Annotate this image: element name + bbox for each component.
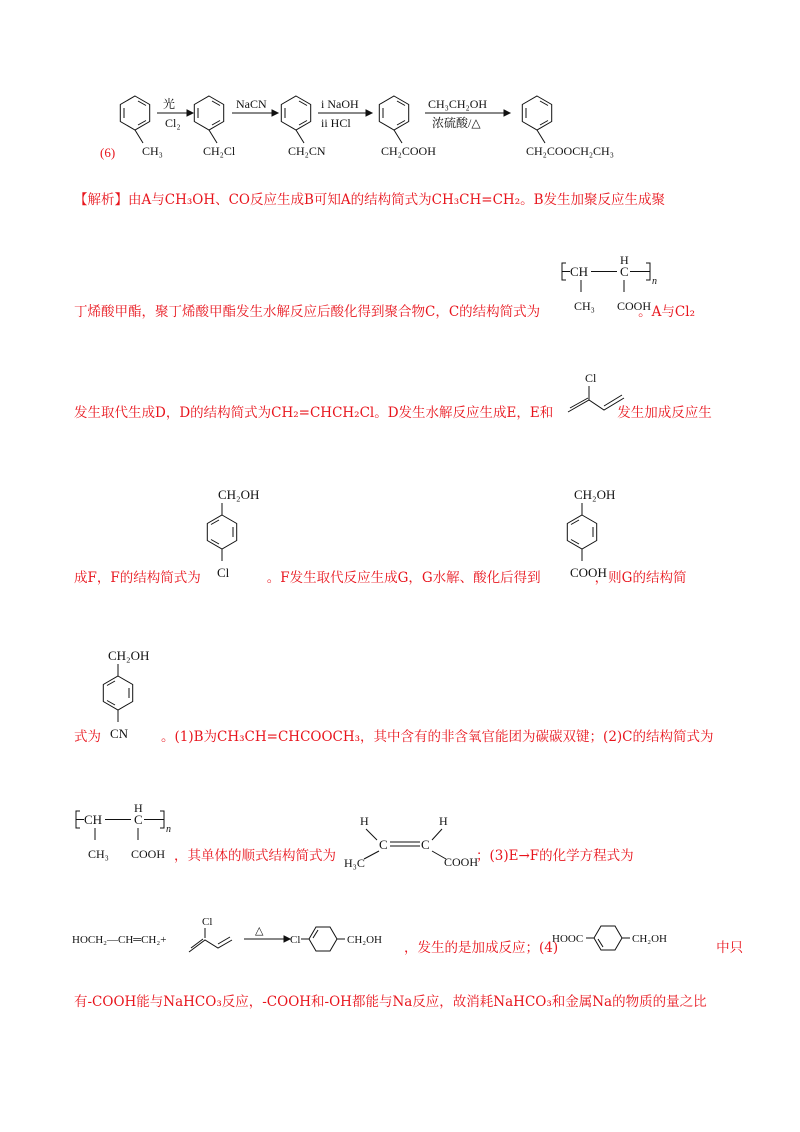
arrow4-below: 浓硫酸/△ [432, 116, 481, 130]
f-structure [204, 484, 284, 584]
svg-text:△: △ [255, 925, 264, 937]
svg-text:H₃C: H₃C [344, 856, 365, 870]
analysis-text-2b: 。A与Cl₂ [638, 304, 695, 320]
svg-text:HOCH₂—CH═CH₂+: HOCH₂—CH═CH₂+ [72, 934, 167, 946]
arrow3-below: ii HCl [321, 116, 351, 130]
svg-text:Cl: Cl [585, 371, 597, 385]
svg-text:COOH: COOH [131, 847, 166, 861]
svg-text:CH₃: CH₃ [88, 847, 109, 861]
analysis-text-5b: 。(1)B为CH₃CH=CHCOOCH₃，其中含有的非含氧官能团为碳碳双键；(2)C的结构简式为 [161, 729, 714, 745]
arrow3-above: i NaOH [321, 97, 359, 111]
analysis-text-1: 由A与CH₃OH、CO反应生成B可知A的结构简式为CH₃CH=CH₂。B发生加聚反应生成聚 [128, 192, 666, 208]
svg-text:HOOC: HOOC [552, 933, 584, 945]
analysis-line-3 [74, 405, 712, 421]
svg-text:C: C [379, 837, 388, 852]
product-4: CH₂COOCH₂CH₃ [526, 144, 614, 158]
analysis-line-6 [74, 848, 634, 864]
svg-text:CH₂OH: CH₂OH [574, 487, 616, 502]
svg-text:CH₂OH: CH₂OH [218, 487, 260, 502]
analysis-line-1 [74, 192, 665, 208]
analysis-text-5a: 式为 [74, 729, 101, 745]
svg-text:C: C [620, 264, 629, 279]
svg-text:n: n [652, 276, 657, 287]
analysis-text-4b: 。F发生取代反应生成G，G水解、酸化后得到 [266, 570, 541, 586]
arrow2-above: NaCN [236, 97, 267, 111]
svg-text:CH₂OH: CH₂OH [108, 648, 150, 663]
svg-text:Cl: Cl [290, 934, 301, 946]
arrow1-above: 光 [163, 97, 176, 111]
svg-text:COOH: COOH [444, 855, 479, 869]
benzene-ring [120, 96, 149, 143]
analysis-label: 【解析】 [74, 192, 128, 208]
svg-text:CN: CN [110, 726, 129, 741]
analysis-text-7b: 中只 [716, 940, 744, 956]
analysis-line-7 [74, 940, 743, 956]
analysis-text-7a: ，发生的是加成反应；(4) [404, 940, 559, 956]
svg-text:n: n [166, 824, 171, 835]
svg-text:Cl: Cl [217, 565, 230, 580]
analysis-text-3b: 发生加成反应生 [617, 405, 712, 421]
svg-text:C: C [134, 812, 143, 827]
svg-text:CH₂OH: CH₂OH [347, 934, 383, 946]
svg-text:H: H [360, 814, 369, 828]
benzene-ring [194, 96, 223, 143]
analysis-text-2a: 丁烯酸甲酯，聚丁烯酸甲酯发生水解反应后酸化得到聚合物C，C的结构简式为 [74, 304, 541, 320]
analysis-text-4c: ，则G的结构简 [594, 570, 687, 586]
benzene-ring [281, 96, 310, 143]
svg-text:CH₃: CH₃ [574, 299, 595, 313]
analysis-text-4a: 成F，F的结构简式为 [74, 570, 201, 586]
arrow1-below: Cl₂ [165, 116, 181, 130]
product-3: CH₂COOH [381, 144, 436, 158]
acid-structure [570, 484, 650, 584]
svg-text:Cl: Cl [202, 916, 213, 928]
svg-text:CH: CH [570, 264, 589, 279]
svg-text:CH₂OH: CH₂OH [632, 933, 668, 945]
svg-text:H: H [134, 801, 143, 815]
benzene-ring [522, 96, 551, 143]
scheme-label: (6) [100, 145, 116, 160]
analysis-text-6a: ，其单体的顺式结构简式为 [174, 848, 336, 864]
start-substituent: CH₃ [142, 144, 163, 158]
analysis-line-4 [74, 570, 686, 586]
analysis-line-8 [74, 994, 707, 1010]
benzene-ring [379, 96, 408, 143]
analysis-line-2 [74, 304, 695, 320]
arrow4-above: CH₃CH₂OH [428, 97, 488, 111]
svg-text:COOH: COOH [570, 565, 607, 580]
reaction-scheme [0, 0, 800, 170]
svg-text:CH: CH [84, 812, 103, 827]
svg-text:COOH: COOH [617, 299, 652, 313]
product-2: CH₂CN [288, 144, 326, 158]
analysis-text-6b: ；(3)E→F的化学方程式为 [476, 848, 634, 864]
analysis-line-5 [74, 729, 714, 745]
analysis-text-3a: 发生取代生成D，D的结构简式为CH₂=CHCH₂Cl。D发生水解反应生成E，E和 [74, 405, 554, 421]
analysis-text-8: 有-COOH能与NaHCO₃反应，-COOH和-OH都能与Na反应，故消耗NaHCO₃和金属Na的物质的量之比 [74, 994, 707, 1010]
svg-text:H: H [620, 253, 629, 267]
product-1: CH₂Cl [203, 144, 236, 158]
svg-text:H: H [439, 814, 448, 828]
svg-text:C: C [421, 837, 430, 852]
